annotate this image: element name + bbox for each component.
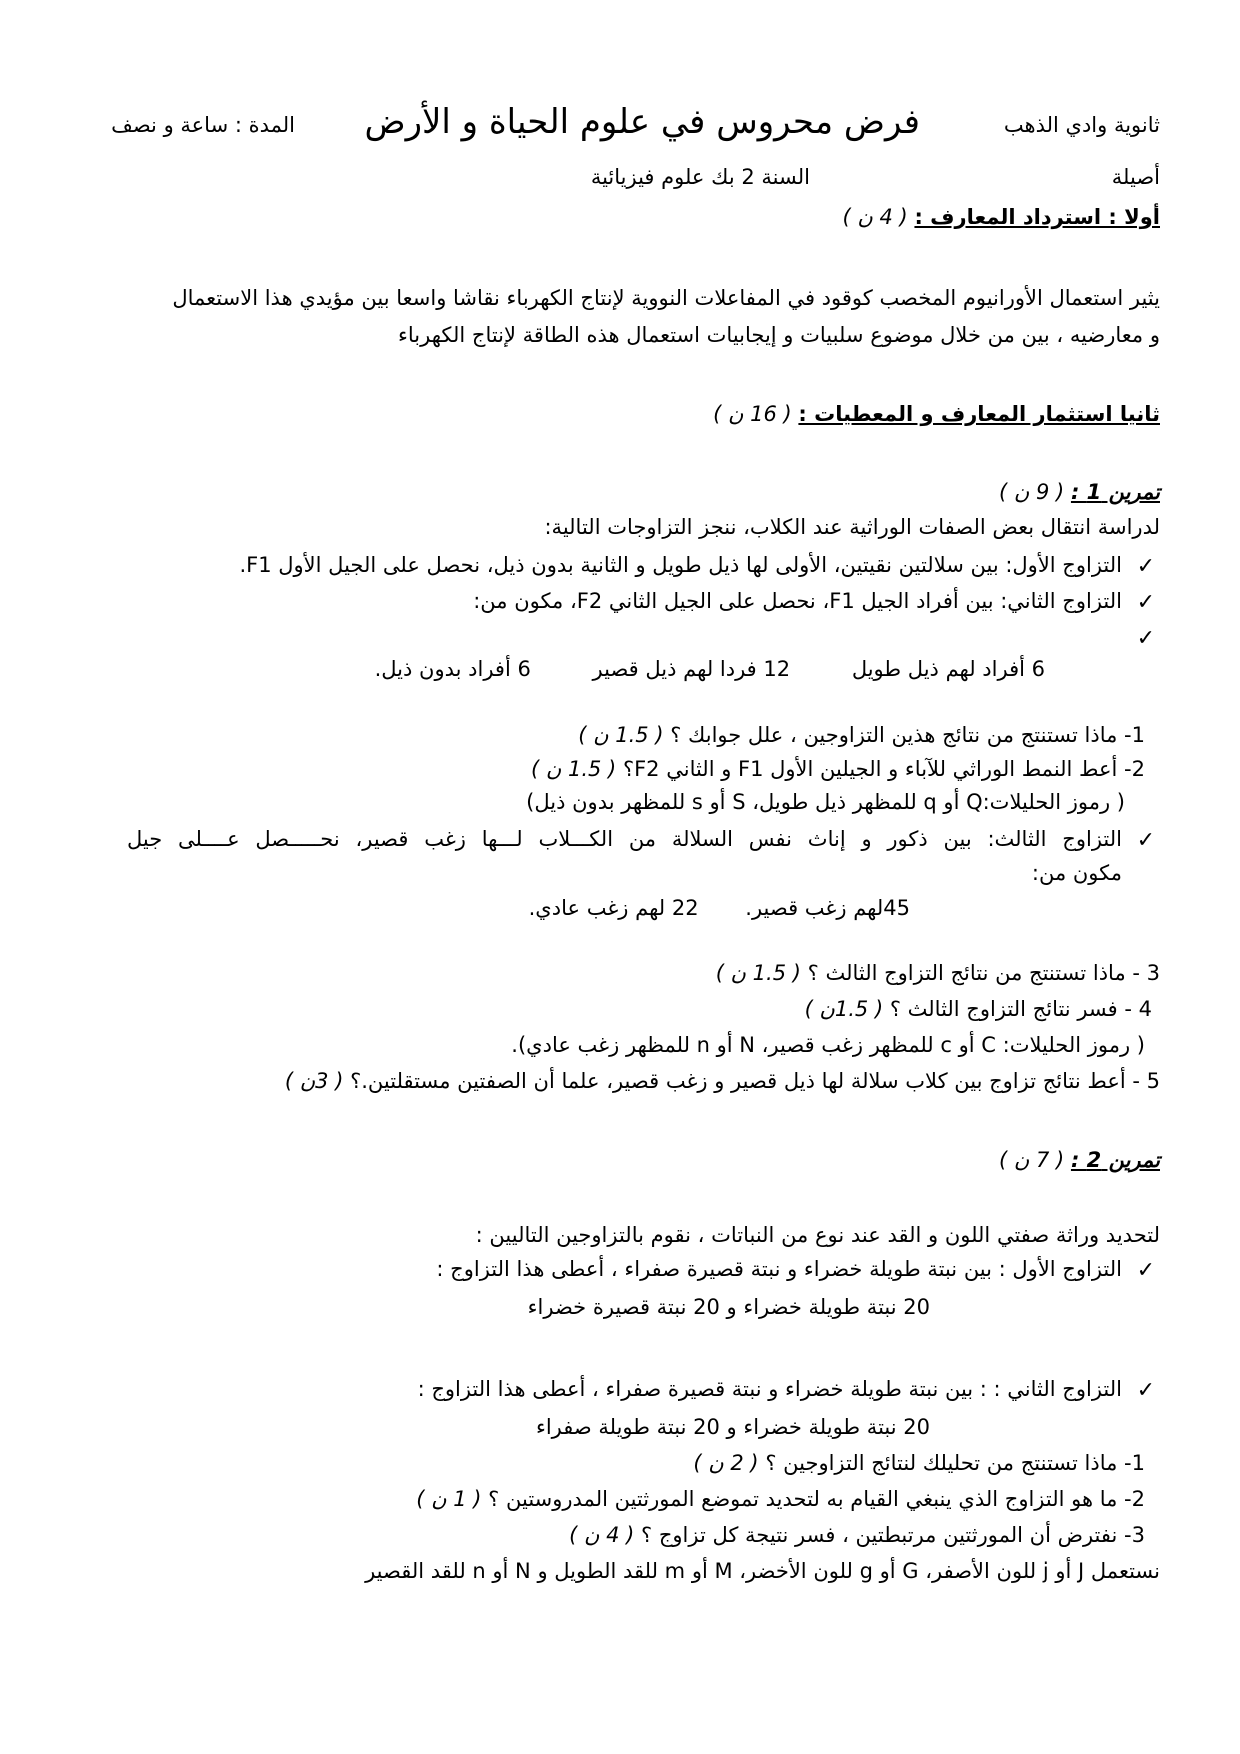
result-short-fur: 45لهم زغب قصير. [745,896,910,920]
exam-title: فرض محروس في علوم الحياة و الأرض [364,102,920,142]
exercise2-symbols: نستعمل J أو j للون الأصفر، G أو g للون الأخضر، M أو m للقد الطويل و N أو n للقد القصير [365,1559,1160,1583]
class-level: السنة 2 بك علوم فيزيائية [590,165,810,189]
check-icon: ✓ [1136,1378,1155,1403]
check-icon: ✓ [1136,590,1155,615]
check-icon: ✓ [1136,554,1155,579]
question-points: ( 1 ن ) [416,1487,482,1511]
exercise2-title: تمرين 2 : [1070,1148,1160,1172]
exercise1-cross1: التزاوج الأول: بين سلالتين نقيتين، الأولى لها ذيل طويل و الثانية بدون ذيل، نحصل على الجيل الأول F1. [239,553,1122,577]
question-points: ( 1.5 ن ) [578,723,664,747]
exercise2-intro: لتحديد وراثة صفتي اللون و القد عند نوع من النباتات ، نقوم بالتزاوجين التاليين : [475,1223,1160,1247]
exercise2-q1 [693,1448,1145,1478]
exercise2-q2 [416,1484,1145,1514]
question-text: 2- ما هو التزاوج الذي ينبغي القيام به لتحديد تموضع المورثتين المدروستين ؟ [488,1487,1145,1511]
question-text: 1- ماذا تستنتج من نتائج هذين التزاوجين ، علل جوابك ؟ [670,723,1145,747]
exercise1-points: ( 9 ن ) [999,480,1065,504]
part2-points: ( 16 ن ) [713,402,792,426]
question-points: ( 1.5 ن ) [715,961,801,985]
exercise1-q5 [285,1066,1160,1096]
question-points: ( 1.5ن ) [804,997,884,1021]
exercise1-q4 [805,994,1152,1024]
question-text: 1- ماذا تستنتج من تحليلك لنتائج التزاوجين ؟ [765,1451,1145,1475]
question-points: ( 3ن ) [284,1069,344,1093]
check-icon: ✓ [1136,828,1155,853]
school-track: أصيلة [1111,165,1160,189]
exercise1-cross2: التزاوج الثاني: بين أفراد الجيل F1، نحصل على الجيل الثاني F2، مكون من: [473,589,1122,613]
exercise1-q3 [716,958,1160,988]
exercise1-symbols1: ( رموز الحليلات:Q أو q للمظهر ذيل طويل، S أو s للمظهر بدون ذيل) [526,790,1125,814]
exercise1-result2 [375,654,1045,684]
result-normal-fur: 22 لهم زغب عادي. [528,896,699,920]
exercise2-result1: 20 نبتة طويلة خضراء و 20 نبتة قصيرة خضراء [527,1295,930,1319]
exercise2-result2: 20 نبتة طويلة خضراء و 20 نبتة طويلة صفراء [535,1415,930,1439]
question-text: 5 - أعط نتائج تزاوج بين كلاب سلالة لها ذيل قصير و زغب قصير، علما أن الصفتين مستقلتين.؟ [350,1069,1160,1093]
result-no-tail: 6 أفراد بدون ذيل. [374,657,531,681]
exercise1-result3 [529,893,910,923]
result-long-tail: 6 أفراد لهم ذيل طويل [851,657,1045,681]
question-points: ( 2 ن ) [693,1451,759,1475]
exercise2-q3 [569,1520,1145,1550]
exercise1-intro: لدراسة انتقال بعض الصفات الوراثية عند الكلاب، ننجز التزاوجات التالية: [544,515,1160,539]
result-short-tail: 12 فردا لهم ذيل قصير [592,657,791,681]
exercise2-cross2: التزاوج الثاني : : بين نبتة طويلة خضراء و نبتة قصيرة صفراء ، أعطى هذا التزاوج : [417,1377,1122,1401]
question-points: ( 1.5 ن ) [531,757,617,781]
exercise1-cross3-line1: التزاوج الثالث: بين ذكور و إناث نفس السلالة من الكـــلاب لـــها زغب قصير، نحـــــصل عــــلى جيل [127,827,1122,851]
part1-text-line2: و معارضيه ، بين من خلال موضوع سلبيات و إيجابيات استعمال هذه الطاقة لإنتاج الكهرباء [398,323,1160,347]
part1-heading [843,202,1160,232]
exercise2-heading [999,1145,1160,1175]
part1-text-line1: يثير استعمال الأورانيوم المخصب كوقود في المفاعلات النووية لإنتاج الكهرباء نقاشا واسعا بين مؤيدي هذا الاستعمال [172,286,1160,310]
exercise1-q1 [578,720,1145,750]
exercise2-cross1: التزاوج الأول : بين نبتة طويلة خضراء و نبتة قصيرة صفراء ، أعطى هذا التزاوج : [436,1257,1122,1281]
part1-points: ( 4 ن ) [842,205,908,229]
question-text: 4 - فسر نتائج التزاوج الثالث ؟ [889,997,1152,1021]
question-text: 3- نفترض أن المورثتين مرتبطتين ، فسر نتيجة كل تزاوج ؟ [641,1523,1145,1547]
check-icon: ✓ [1136,1258,1155,1283]
school-name: ثانوية وادي الذهب [1003,113,1160,137]
part2-title: ثانيا استثمار المعارف و المعطيات : [798,402,1160,426]
question-text: 2- أعط النمط الوراثي للآباء و الجيلين الأول F1 و الثاني F2؟ [622,757,1145,781]
question-text: 3 - ماذا تستنتج من نتائج التزاوج الثالث ؟ [807,961,1160,985]
part2-heading [713,399,1160,429]
check-icon: ✓ [1136,626,1155,651]
exercise1-title: تمرين 1 : [1070,480,1160,504]
exercise1-cross3-line2: مكون من: [1031,861,1122,885]
part1-title: أولا : استرداد المعارف : [914,205,1160,229]
exercise1-q2 [531,754,1145,784]
exercise2-points: ( 7 ن ) [999,1148,1065,1172]
exercise1-symbols2: ( رموز الحليلات: C أو c للمظهر زغب قصير، N أو n للمظهر زغب عادي). [511,1033,1145,1057]
exercise1-heading [999,477,1160,507]
question-points: ( 4 ن ) [569,1523,635,1547]
exam-duration: المدة : ساعة و نصف [111,113,295,137]
